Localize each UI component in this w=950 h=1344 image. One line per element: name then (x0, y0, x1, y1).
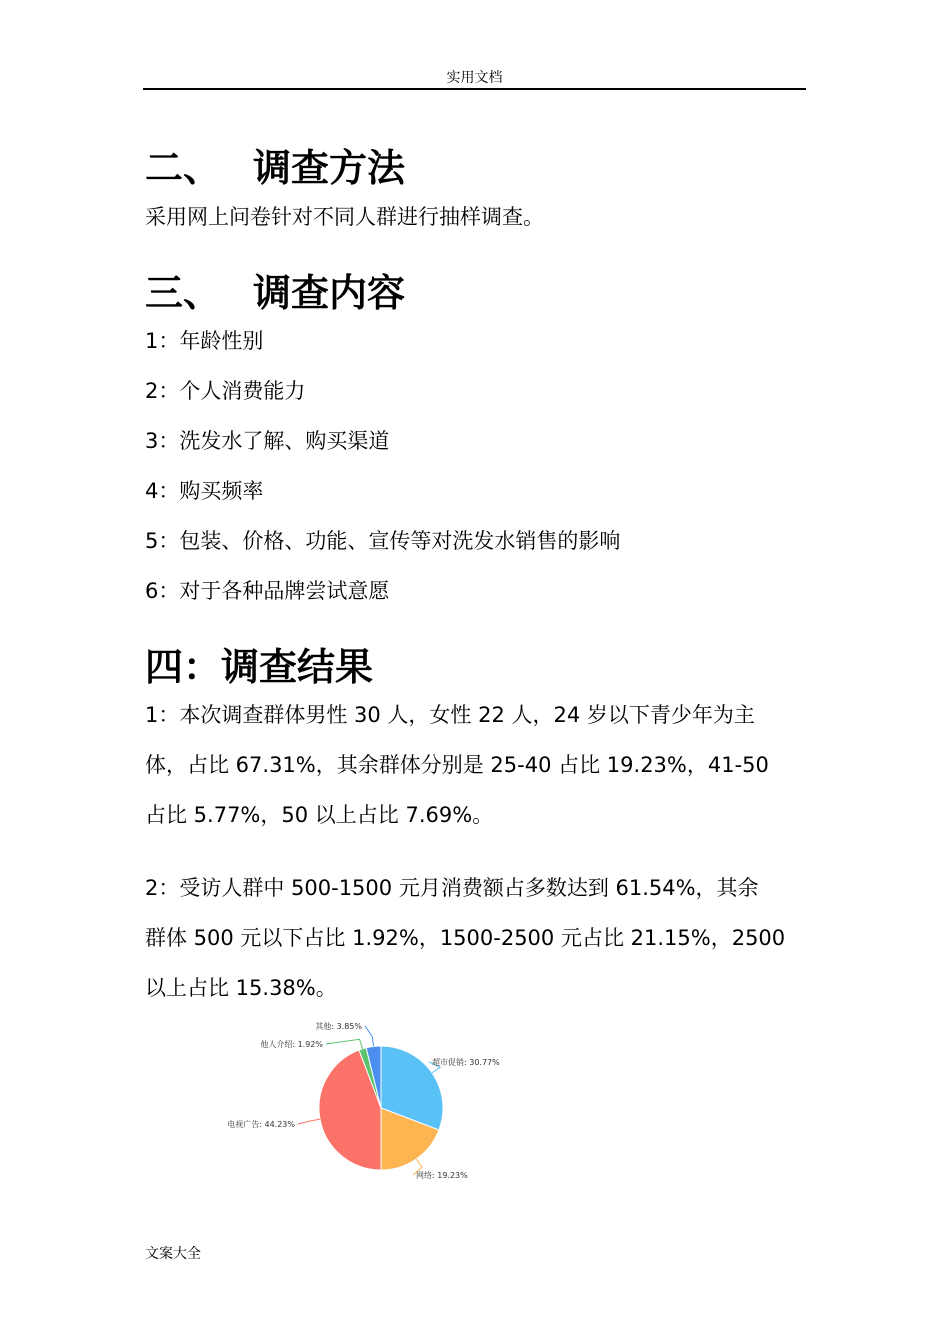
purchase-channel-pie-chart (220, 1015, 580, 1204)
section-3-title: 调查内容 (253, 271, 406, 315)
pie-slice-label: 其他: 3.85% (315, 1022, 362, 1031)
list-item: 3：洗发水了解、购买渠道 (145, 429, 390, 453)
result-1-paragraph (145, 701, 810, 851)
result-2-paragraph (145, 874, 810, 1024)
page-footer: 文案大全 (145, 1246, 201, 1262)
section-3-number: 三、 (145, 271, 222, 315)
section-2-title: 调查方法 (253, 146, 406, 190)
page-header: 实用文档 (143, 68, 806, 90)
section-2-heading (145, 146, 405, 190)
section-3-heading (145, 271, 405, 315)
list-item: 5：包装、价格、功能、宣传等对洗发水销售的影响 (145, 529, 621, 553)
pie-leader-line (326, 1039, 363, 1049)
list-item: 2：个人消费能力 (145, 379, 306, 403)
pie-leader-line (365, 1026, 374, 1046)
list-item: 1：年龄性别 (145, 329, 264, 353)
text-line: 1：本次调查群体男性 30 人，女性 22 人，24 岁以下青少年为主 (145, 703, 755, 727)
pie-leader-line (298, 1119, 320, 1124)
list-item: 6：对于各种品牌尝试意愿 (145, 579, 390, 603)
pie-slice-label: 超市促销: 30.77% (432, 1058, 500, 1067)
text-line: 群体 500 元以下占比 1.92%，1500-2500 元占比 21.15%，2500 (145, 926, 786, 950)
section-3-list (145, 327, 810, 627)
section-4-heading: 四：调查结果 (145, 645, 374, 689)
pie-slice-label: 他人介绍: 1.92% (260, 1040, 323, 1049)
pie-slice-label: 网络: 19.23% (416, 1171, 468, 1180)
text-line: 以上占比 15.38%。 (145, 976, 337, 1000)
text-line: 体，占比 67.31%，其余群体分别是 25-40 占比 19.23%，41-50 (145, 753, 769, 777)
text-line: 2：受访人群中 500-1500 元月消费额占多数达到 61.54%，其余 (145, 876, 759, 900)
section-2-body: 采用网上问卷针对不同人群进行抽样调查。 (145, 205, 544, 229)
section-2-number: 二、 (145, 146, 222, 190)
list-item: 4：购买频率 (145, 479, 264, 503)
pie-slice-label: 电视广告: 44.23% (227, 1120, 295, 1129)
pie-chart-svg (220, 1015, 580, 1200)
text-line: 占比 5.77%，50 以上占比 7.69%。 (145, 803, 494, 827)
